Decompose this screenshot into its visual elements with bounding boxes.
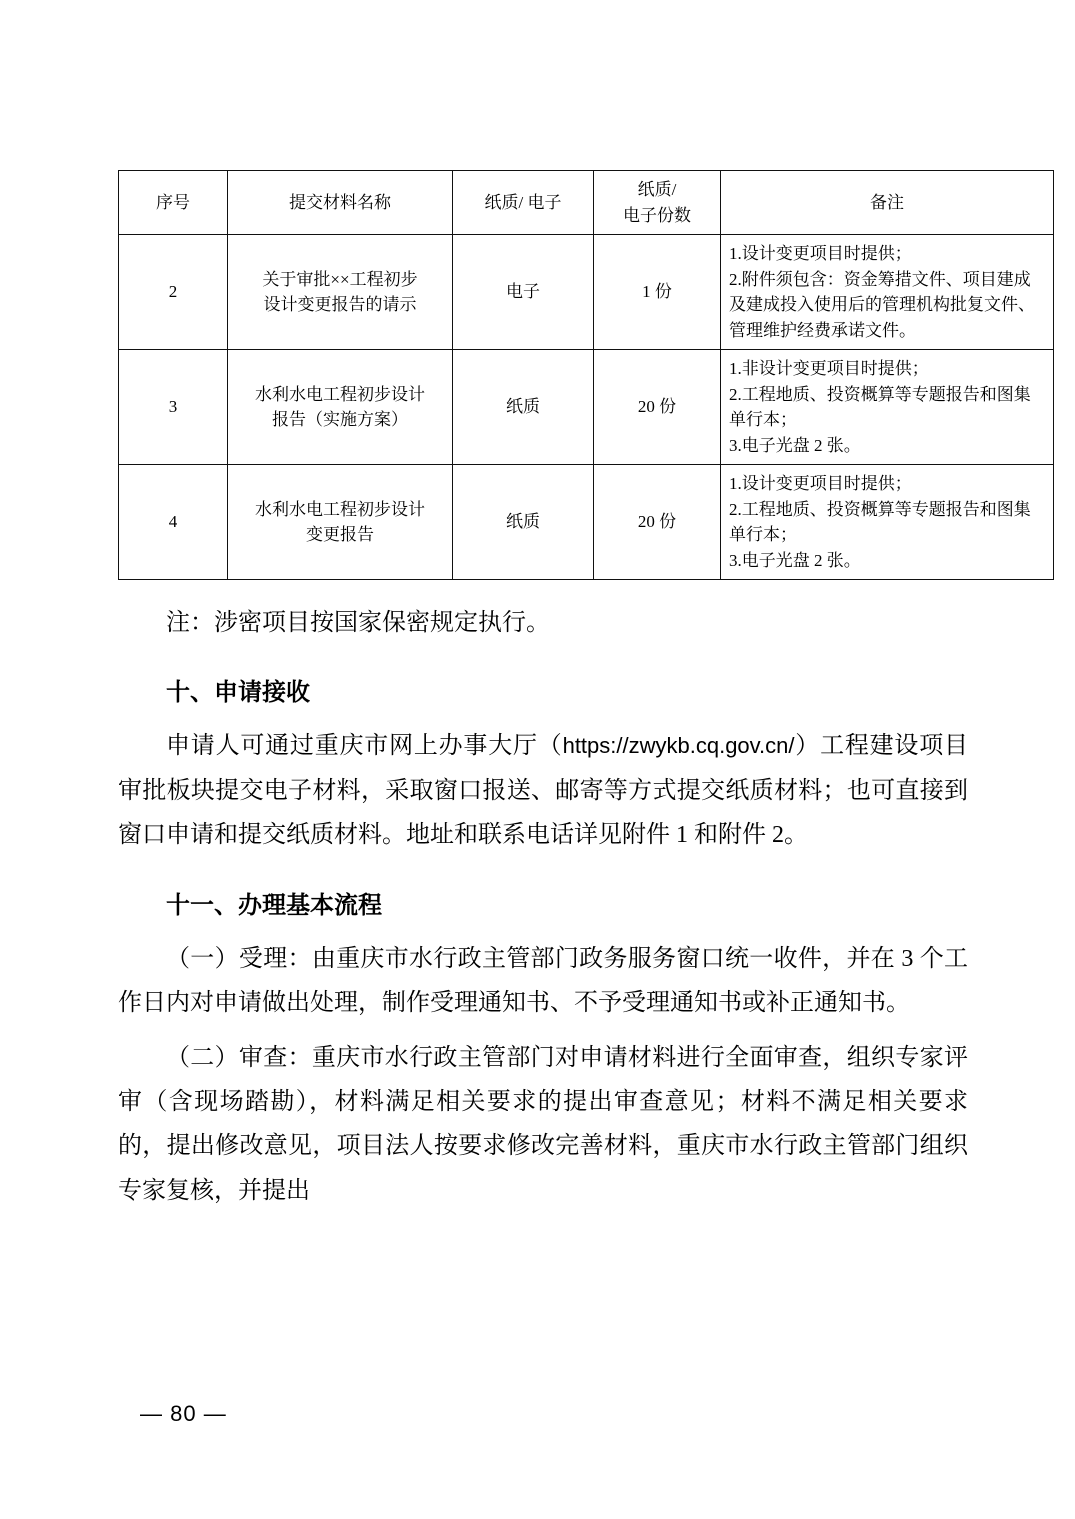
table-note: 注：涉密项目按国家保密规定执行。 — [166, 610, 550, 636]
table-header-row — [119, 171, 1054, 235]
column-header-count — [594, 171, 721, 235]
section-eleven-paragraph-1: （一）受理：由重庆市水行政主管部门政务服务窗口统一收件，并在 3 个工作日内对申请做出处理，制作受理通知书、不予受理通知书或补正通知书。 — [118, 945, 968, 1017]
note-item: 1.设计变更项目时提供； — [729, 244, 912, 263]
cell-no: 3 — [119, 350, 228, 465]
section-heading-eleven: 十一、办理基本流程 — [166, 891, 382, 919]
section-eleven-paragraph-2: （二）审查：重庆市水行政主管部门对申请材料进行全面审查，组织专家评审（含现场踏勘），材料满足相关要求的提出审查意见；材料不满足相关要求的，提出修改意见，项目法人按要求修改完善材料，重庆市水行政主管部门组织专家复核，并提出 — [118, 1044, 968, 1204]
paragraph-text-before-url: 申请人可通过重庆市网上办事大厅（ — [166, 733, 563, 760]
cell-name-line2: 报告（实施方案） — [272, 410, 408, 429]
cell-name-line1: 关于审批××工程初步 — [262, 269, 418, 289]
note-item: 3.电子光盘 2 张。 — [729, 435, 861, 455]
table-header — [119, 171, 1054, 235]
note-item: 1.设计变更项目时提供； — [729, 474, 912, 493]
section-heading-ten: 十、申请接收 — [166, 679, 310, 707]
online-service-url[interactable]: https://zwykb.cq.gov.cn/ — [562, 733, 795, 759]
cell-count: 20 份 — [594, 350, 721, 465]
table-row — [119, 465, 1054, 580]
cell-name-line2: 设计变更报告的请示 — [263, 295, 417, 314]
column-header-type: 纸质/ 电子 — [453, 171, 594, 235]
cell-no: 2 — [119, 235, 228, 350]
section-ten-paragraph — [118, 724, 968, 857]
cell-name — [228, 350, 453, 465]
cell-no: 4 — [119, 465, 228, 580]
table-body — [119, 235, 1054, 580]
cell-name-line2: 变更报告 — [306, 525, 374, 544]
cell-type: 电子 — [453, 235, 594, 350]
table-row — [119, 350, 1054, 465]
note-item: 3.电子光盘 2 张。 — [729, 550, 861, 570]
cell-name — [228, 465, 453, 580]
note-item: 1.非设计变更项目时提供； — [729, 359, 929, 378]
cell-note — [721, 350, 1054, 465]
column-header-name: 提交材料名称 — [228, 171, 453, 235]
cell-type: 纸质 — [453, 350, 594, 465]
column-header-note: 备注 — [721, 171, 1054, 235]
page-number: — 80 — — [140, 1401, 227, 1426]
note-item: 2.工程地质、投资概算等专题报告和图集单行本； — [729, 384, 1031, 429]
materials-table — [118, 170, 1054, 580]
cell-name-line1: 水利水电工程初步设计 — [255, 499, 425, 519]
table-row — [119, 235, 1054, 350]
column-header-count-line2: 电子份数 — [623, 205, 691, 225]
cell-count: 1 份 — [594, 235, 721, 350]
note-item: 2.附件须包含：资金筹措文件、项目建成及建成投入使用后的管理机构批复文件、管理维护经费承诺文件。 — [729, 269, 1035, 340]
cell-name — [228, 235, 453, 350]
column-header-count-line1: 纸质/ — [637, 180, 677, 199]
cell-name-line1: 水利水电工程初步设计 — [255, 384, 425, 404]
cell-note — [721, 235, 1054, 350]
note-item: 2.工程地质、投资概算等专题报告和图集单行本； — [729, 499, 1031, 544]
page-content — [118, 170, 1035, 1213]
paragraph-text-after-url: ）工程建设项目审批板块提交电子材料，采取窗口报送、邮寄等方式提交纸质材料；也可直接到窗口申请和提交纸质材料。地址和联系电话详见附件 1 和附件 2。 — [118, 733, 969, 849]
column-header-no: 序号 — [119, 171, 228, 235]
cell-count: 20 份 — [594, 465, 721, 580]
cell-note — [721, 465, 1054, 580]
cell-type: 纸质 — [453, 465, 594, 580]
